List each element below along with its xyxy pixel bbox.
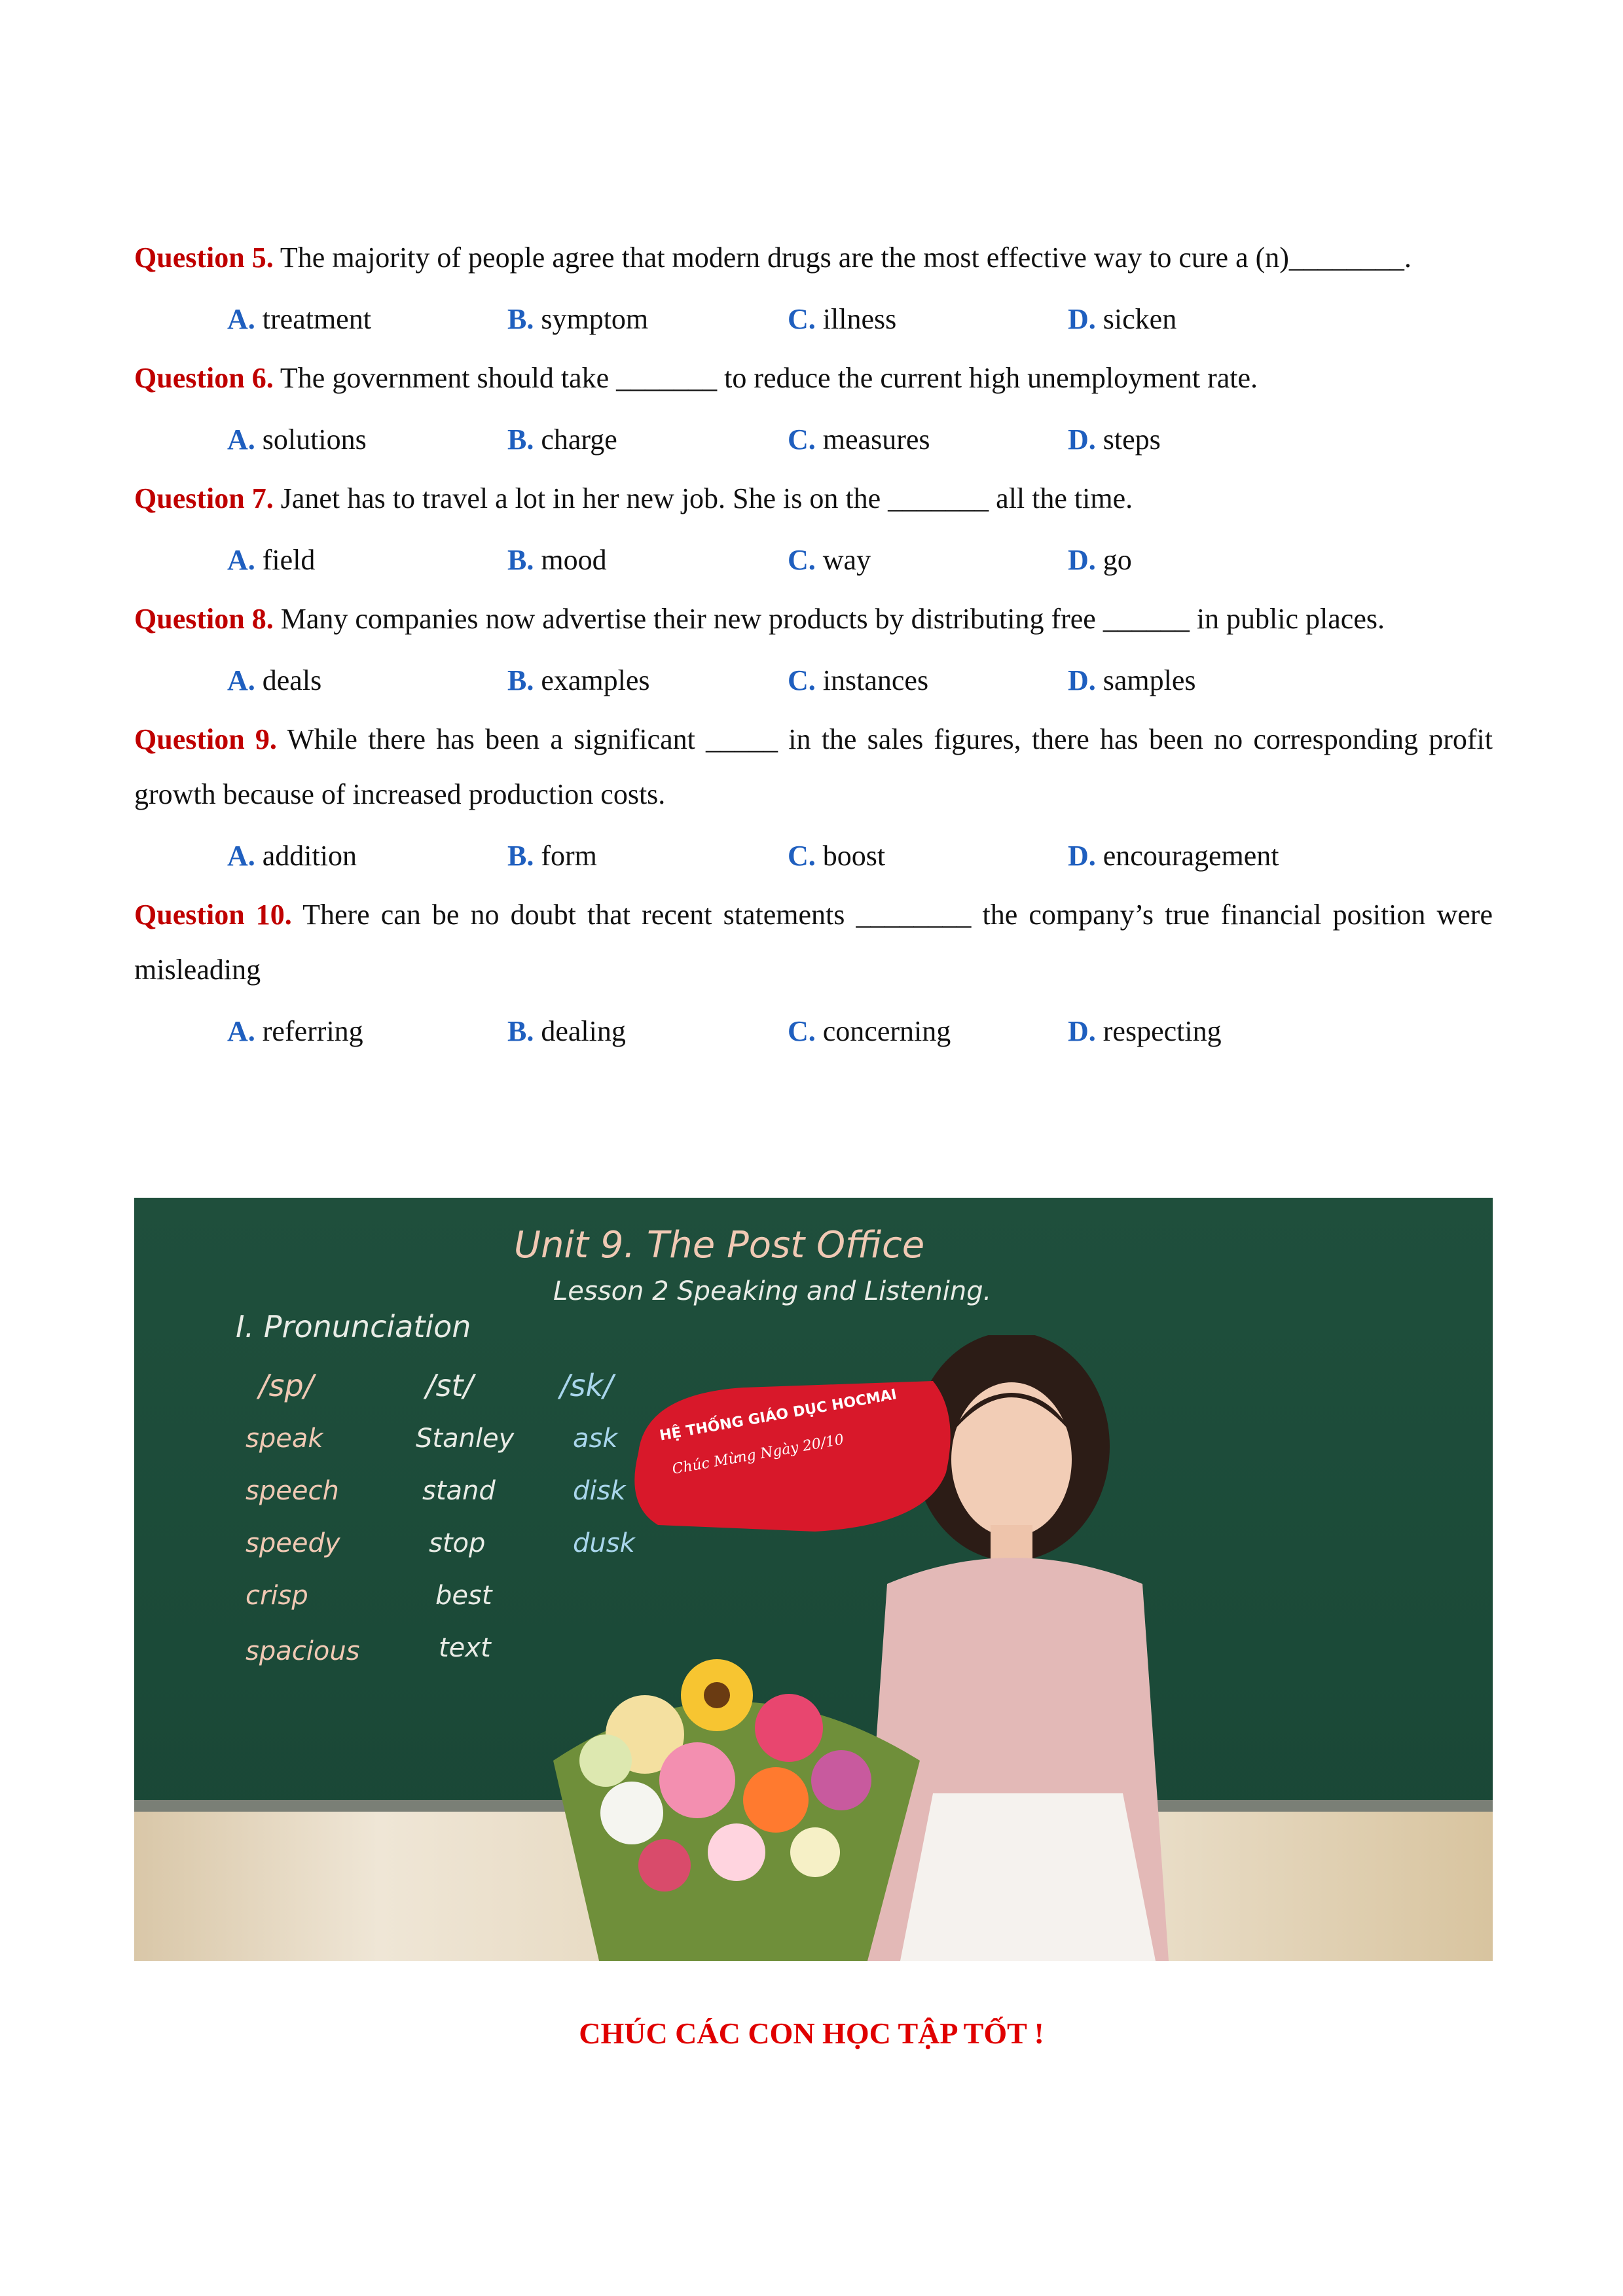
option-b: B. mood <box>507 544 607 576</box>
question-text: Question 9. While there has been a significant _____ in the sales figures, there has been no corresponding profit growth because of increased production costs. <box>134 723 1493 810</box>
board-word: Stanley <box>416 1424 515 1454</box>
option-b: B. form <box>507 840 597 872</box>
answer-options <box>134 653 1493 708</box>
ribbon-badge-shape <box>619 1374 959 1545</box>
answer-options <box>134 829 1493 884</box>
board-word: speech <box>246 1476 339 1506</box>
question-label: Question 5. <box>134 242 274 274</box>
question-block <box>134 712 1493 884</box>
option-a: A. referring <box>227 1015 363 1047</box>
board-heading-sp: /sp/ <box>259 1368 314 1403</box>
footer-greeting: CHÚC CÁC CON HỌC TẬP TỐT ! <box>579 2017 1044 2050</box>
option-d: D. sicken <box>1068 303 1177 335</box>
option-d: D. steps <box>1068 423 1161 456</box>
option-c: C. instances <box>788 664 929 696</box>
board-heading-sk: /sk/ <box>560 1368 613 1403</box>
question-block <box>134 471 1493 588</box>
option-c: C. concerning <box>788 1015 951 1047</box>
question-text: Question 6. The government should take _______ to reduce the current high unemployment rate. <box>134 362 1258 394</box>
option-c: C. way <box>788 544 871 576</box>
option-b: B. charge <box>507 423 617 456</box>
flower-basket <box>501 1564 959 1961</box>
option-b: B. examples <box>507 664 650 696</box>
board-title: Unit 9. The Post Office <box>514 1224 925 1266</box>
answer-options <box>134 1004 1493 1059</box>
board-heading-st: /st/ <box>426 1368 473 1403</box>
option-a: A. addition <box>227 840 357 872</box>
option-a: A. solutions <box>227 423 367 456</box>
option-c: C. boost <box>788 840 886 872</box>
question-text: Question 8. Many companies now advertise their new products by distributing free ______ in public places. <box>134 603 1385 635</box>
option-b: B. symptom <box>507 303 649 335</box>
board-word: disk <box>573 1476 626 1506</box>
board-word: ask <box>573 1424 618 1454</box>
question-label: Question 9. <box>134 723 277 755</box>
question-text: Question 10. There can be no doubt that recent statements ________ the company’s true financial position were misleading <box>134 899 1493 986</box>
question-label: Question 8. <box>134 603 274 635</box>
question-label: Question 7. <box>134 482 274 514</box>
option-a: A. field <box>227 544 316 576</box>
answer-options <box>134 412 1493 467</box>
question-label: Question 10. <box>134 899 292 931</box>
option-c: C. measures <box>788 423 930 456</box>
board-word: speedy <box>246 1528 340 1558</box>
question-text: Question 7. Janet has to travel a lot in her new job. She is on the _______ all the time. <box>134 482 1133 514</box>
option-d: D. respecting <box>1068 1015 1222 1047</box>
question-block <box>134 592 1493 708</box>
option-a: A. treatment <box>227 303 371 335</box>
answer-options <box>134 533 1493 588</box>
option-a: A. deals <box>227 664 322 696</box>
question-label: Question 6. <box>134 362 274 394</box>
option-d: D. samples <box>1068 664 1196 696</box>
classroom-photo <box>134 1198 1493 1961</box>
question-block <box>134 888 1493 1059</box>
board-word: spacious <box>246 1636 360 1666</box>
question-block <box>134 351 1493 467</box>
answer-options <box>134 292 1493 347</box>
board-subtitle: Lesson 2 Speaking and Listening. <box>553 1276 992 1306</box>
ribbon-line-2: Chúc Mừng Ngày 20/10 <box>670 1431 845 1478</box>
option-c: C. illness <box>788 303 897 335</box>
option-d: D. encouragement <box>1068 840 1279 872</box>
board-word: best <box>435 1581 492 1611</box>
question-block <box>134 230 1493 347</box>
option-d: D. go <box>1068 544 1132 576</box>
option-b: B. dealing <box>507 1015 626 1047</box>
board-word: text <box>439 1633 491 1663</box>
board-word: speak <box>246 1424 323 1454</box>
board-section: I. Pronunciation <box>236 1309 471 1344</box>
board-word: stand <box>422 1476 496 1506</box>
question-text: Question 5. The majority of people agree that modern drugs are the most effective way to cure a (n)________. <box>134 242 1412 274</box>
board-word: crisp <box>246 1581 308 1611</box>
board-word: stop <box>429 1528 486 1558</box>
question-list <box>134 230 1493 1063</box>
board-word: dusk <box>573 1528 635 1558</box>
ribbon-line-1: HỆ THỐNG GIÁO DỤC HOCMAI <box>658 1386 898 1444</box>
